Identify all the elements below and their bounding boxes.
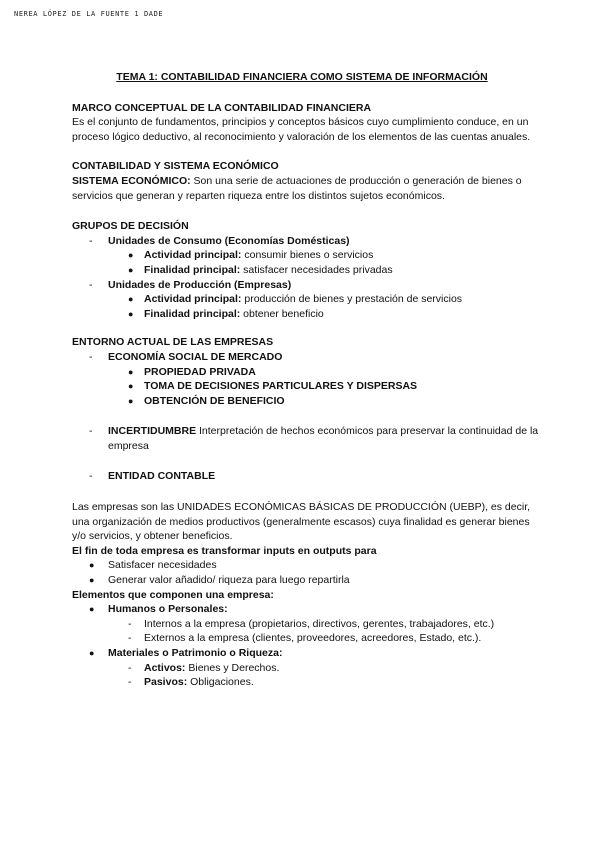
section-heading-contabilidad: CONTABILIDAD Y SISTEMA ECONÓMICO [72,160,279,173]
list-item: ● Actividad principal: producción de bienes y prestación de servicios [128,293,463,306]
list-item: - ENTIDAD CONTABLE [89,470,216,483]
dash-marker: - [89,470,93,483]
sistema-paragraph: SISTEMA ECONÓMICO: Son una serie de actuaciones de producción o generación de bienes o servicios que generan y reparten riqueza entre los distintos sujetos económicos. [72,174,522,202]
bullet-icon: ● [128,366,134,377]
list-item: ● Finalidad principal: obtener beneficio [128,307,324,320]
bullet-icon: ● [89,648,95,658]
sistema-term: SISTEMA ECONÓMICO: [72,174,191,187]
bullet-icon: ● [128,264,134,275]
list-item: ● PROPIEDAD PRIVADA [128,365,256,378]
section-heading-marco: MARCO CONCEPTUAL DE LA CONTABILIDAD FINANCIERA [72,101,372,114]
document-title: TEMA 1: CONTABILIDAD FINANCIERA COMO SISTEMA DE INFORMACIÓN [116,71,488,83]
elementos-heading: Elementos que componen una empresa: [72,588,274,601]
list-item: ● Finalidad principal: satisfacer necesidades privadas [128,263,393,276]
list-item: ● OBTENCIÓN DE BENEFICIO [128,394,285,407]
list-item: - Activos: Bienes y Derechos. [128,661,280,674]
list-item: - Unidades de Producción (Empresas) [89,278,292,291]
page-header: NEREA LÓPEZ DE LA FUENTE 1 DADE [14,10,164,18]
bullet-icon: ● [128,308,134,319]
bullet-icon: ● [128,381,134,392]
bullet-icon: ● [89,604,95,615]
document-body [72,70,542,690]
bullet-icon: ● [89,560,95,571]
dash-marker: - [128,676,132,689]
list-item: - ECONOMÍA SOCIAL DE MERCADO [89,350,283,363]
bullet-icon: ● [89,575,95,586]
list-item: ● TOMA DE DECISIONES PARTICULARES Y DISPERSAS [128,380,418,393]
dash-marker: - [128,661,132,674]
dash-marker: - [89,425,93,438]
bullet-icon: ● [128,250,134,261]
section-heading-entorno: ENTORNO ACTUAL DE LAS EMPRESAS [72,336,274,349]
list-item: - Pasivos: Obligaciones. [128,676,254,689]
list-item: - Internos a la empresa (propietarios, directivos, gerentes, trabajadores, etc.) [128,617,495,630]
list-item: ● Materiales o Patrimonio o Riqueza: [89,647,283,659]
list-item: - Unidades de Consumo (Economías Domésticas) [89,234,350,247]
bullet-icon: ● [128,395,134,406]
dash-marker: - [89,350,93,363]
fin-heading: El fin de toda empresa es transformar inputs en outputs para [72,544,377,557]
list-item: ● Humanos o Personales: [89,603,228,616]
list-item: ● Actividad principal: consumir bienes o servicios [128,249,374,262]
list-item: ● Generar valor añadido/ riqueza para luego repartirla [89,574,350,587]
list-item: - INCERTIDUMBRE Interpretación de hechos económicos para preservar la continuidad de la empresa [89,425,539,452]
list-item: - Externos a la empresa (clientes, proveedores, acreedores, Estado, etc.). [128,632,482,645]
bullet-icon: ● [128,294,134,305]
dash-marker: - [128,632,132,645]
dash-marker: - [89,234,93,247]
empresas-paragraph: Las empresas son las UNIDADES ECONÓMICAS BÁSICAS DE PRODUCCIÓN (UEBP), es decir, una organización de medios productivos (generalmente escasos) cuya finalidad es generar bienes y/o servicios, y obtener beneficios. [72,501,531,543]
section-heading-grupos: GRUPOS DE DECISIÓN [72,220,189,233]
list-item: ● Satisfacer necesidades [89,559,217,572]
dash-marker: - [128,617,132,630]
marco-paragraph: Es el conjunto de fundamentos, principios y conceptos básicos cuyo cumplimiento conduce, en un proceso lógico deductivo, al reconocimiento y valoración de los elementos de las cuentas anuales. [72,116,531,143]
dash-marker: - [89,278,93,291]
